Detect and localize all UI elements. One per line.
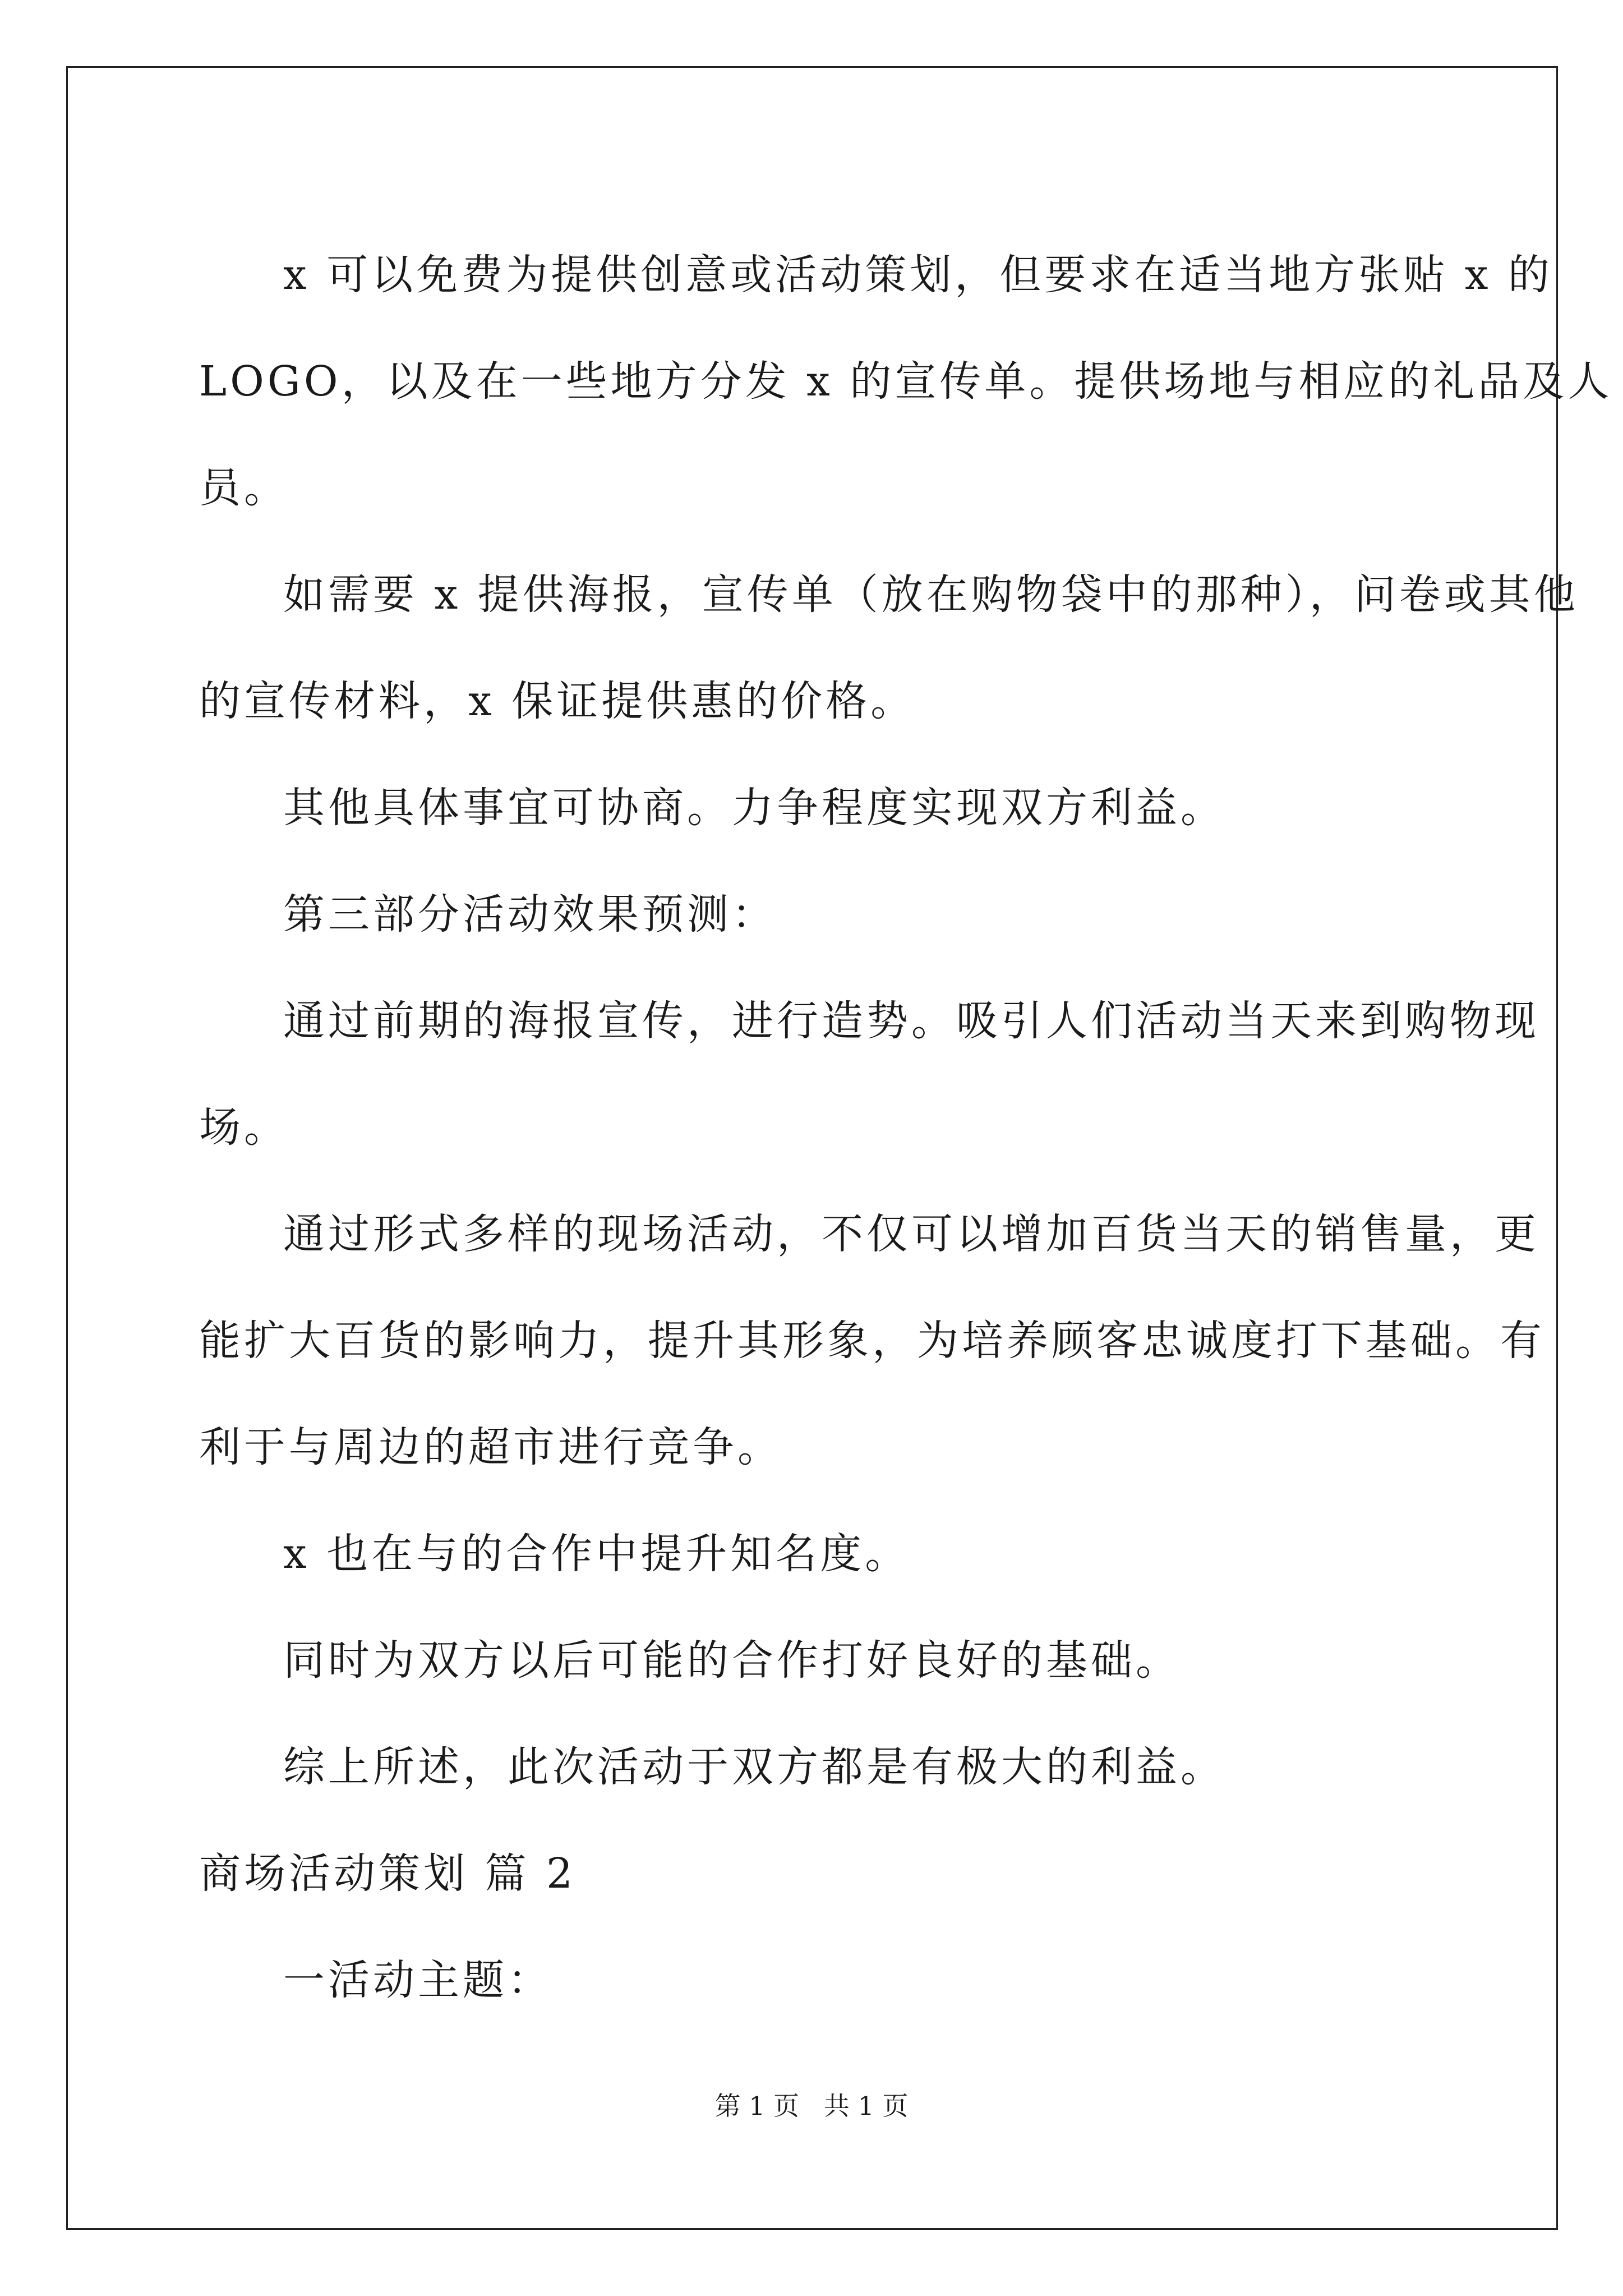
paragraph-line: 其他具体事宜可协商。力争程度实现双方利益。 [283, 784, 1225, 832]
paragraph-line: 综上所述，此次活动于双方都是有极大的利益。 [283, 1743, 1225, 1791]
paragraph-line: 能扩大百货的影响力，提升其形象，为培养顾客忠诚度打下基础。有 [199, 1317, 1545, 1365]
section-heading: 第三部分活动效果预测： [283, 890, 777, 938]
paragraph-line: 利于与周边的超市进行竞争。 [199, 1423, 782, 1471]
section-heading: 一活动主题： [283, 1956, 552, 2004]
paragraph-line: x 可以免费为提供创意或活动策划，但要求在适当地方张贴 x 的 [283, 251, 1553, 299]
document-body [199, 222, 1613, 2033]
paragraph-line: 员。 [199, 464, 289, 512]
paragraph-line: 的宣传材料，x 保证提供惠的价格。 [199, 677, 916, 725]
paragraph-line: 如需要 x 提供海报，宣传单（放在购物袋中的那种），问卷或其他 [283, 570, 1579, 619]
paragraph-line: 通过形式多样的现场活动，不仅可以增加百货当天的销售量，更 [283, 1210, 1539, 1258]
paragraph-line: 同时为双方以后可能的合作打好良好的基础。 [283, 1636, 1181, 1685]
page-footer: 第 1 页 共 1 页 [714, 2091, 909, 2121]
paragraph-line: LOGO，以及在一些地方分发 x 的宣传单。提供场地与相应的礼品及人 [199, 357, 1613, 406]
paragraph-line: 通过前期的海报宣传，进行造势。吸引人们活动当天来到购物现 [283, 997, 1539, 1045]
paragraph-line: x 也在与的合作中提升知名度。 [283, 1530, 910, 1578]
section-title: 商场活动策划 篇 2 [199, 1849, 577, 1898]
paragraph-line: 场。 [199, 1103, 289, 1152]
